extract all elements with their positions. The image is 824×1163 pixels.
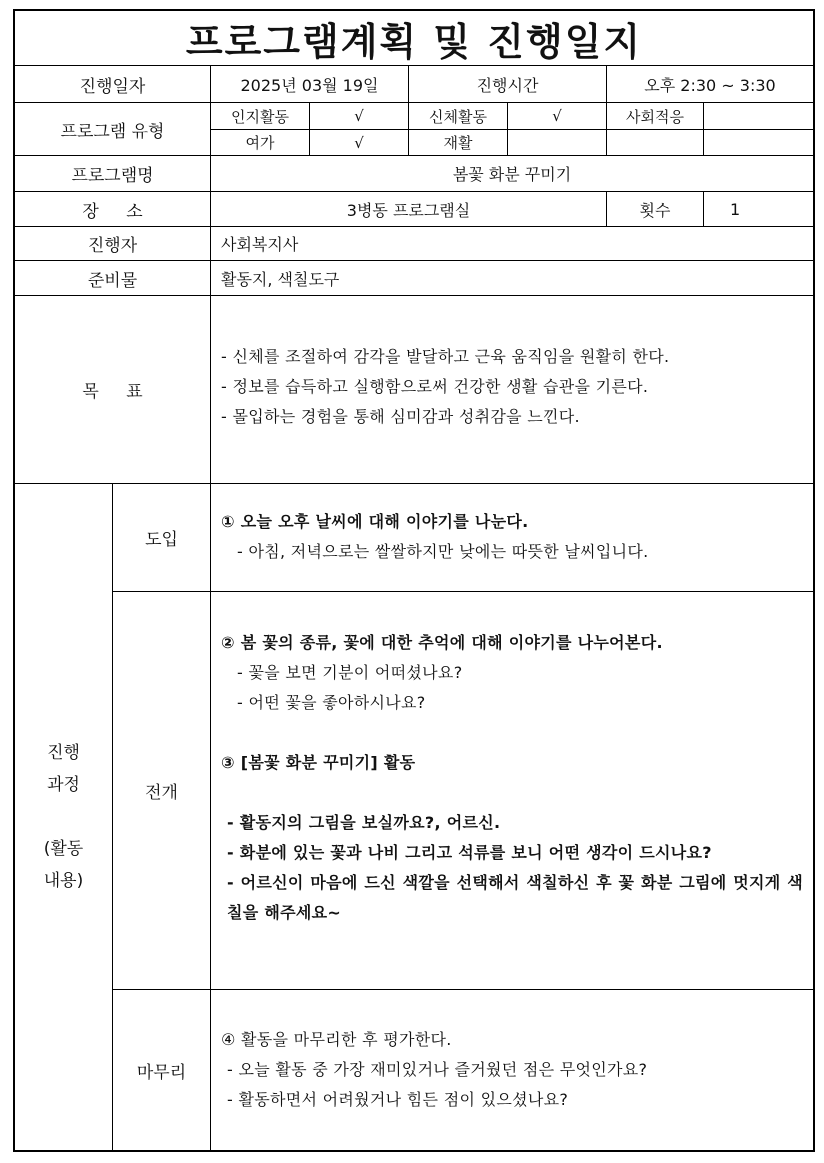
develop-activity-line: - 어르신이 마음에 드신 색깔을 선택해서 색칠하신 후 꽃 화분 그림에 멋지게 색칠을 해주세요~ — [227, 873, 803, 922]
process-label — [15, 484, 112, 1150]
develop-content — [211, 592, 813, 989]
type-rehab: 재활 — [443, 134, 473, 152]
goal-item: - 정보를 습득하고 실행함으로써 건강한 생활 습관을 기른다. — [221, 377, 649, 396]
type-cognitive-check: √ — [354, 107, 364, 125]
process-label-line: (활동 — [43, 839, 84, 859]
type-rehab-check — [508, 130, 606, 155]
type-physical-check: √ — [552, 107, 562, 125]
type-leisure-check: √ — [354, 133, 364, 152]
develop-heading-1: ② 봄 꽃의 종류, 꽃에 대한 추억에 대해 이야기를 나누어본다. — [221, 633, 663, 652]
place-label-text: 장 소 — [82, 201, 143, 222]
place-label — [15, 192, 210, 226]
process-label-line: 내용) — [43, 871, 84, 891]
closing-heading: ④ 활동을 마무리한 후 평가한다. — [221, 1030, 452, 1049]
closing-line: - 활동하면서 어려웠거나 힘든 점이 있으셨나요? — [227, 1090, 569, 1109]
intro-content — [211, 484, 813, 591]
develop-activity-line: - 활동지의 그림을 보실까요?, 어르신. — [227, 813, 501, 832]
type-social: 사회적응 — [626, 107, 684, 126]
process-label-line: 진행 — [47, 743, 80, 763]
supplies-label: 준비물 — [87, 270, 138, 291]
program-type-label: 프로그램 유형 — [60, 121, 165, 142]
intro-heading: ① 오늘 오후 날씨에 대해 이야기를 나눈다. — [221, 512, 529, 531]
type-physical: 신체활동 — [429, 107, 487, 126]
border-right — [813, 9, 815, 1152]
place-value: 3병동 프로그램실 — [346, 200, 471, 220]
date-value: 2025년 03월 19일 — [240, 75, 379, 95]
closing-content — [211, 990, 813, 1150]
goal-list — [211, 296, 813, 483]
closing-line: - 오늘 활동 중 가장 재미있거나 즐거웠던 점은 무엇인가요? — [227, 1060, 648, 1079]
goal-label-text: 목 표 — [82, 382, 143, 402]
develop-heading-2: ③ [봄꽃 화분 꾸미기] 활동 — [221, 753, 416, 772]
goal-item: - 신체를 조절하여 감각을 발달하고 근육 움직임을 원활히 한다. — [221, 347, 670, 366]
program-name-label: 프로그램명 — [71, 166, 154, 186]
intro-line: - 아침, 저녁으로는 쌀쌀하지만 낮에는 따뜻한 날씨입니다. — [237, 542, 649, 561]
goal-label — [15, 296, 210, 483]
intro-label: 도입 — [145, 530, 178, 550]
leader-value: 사회복지사 — [221, 235, 299, 254]
develop-activity-line: - 화분에 있는 꽃과 나비 그리고 석류를 보니 어떤 생각이 드시나요? — [227, 843, 712, 862]
time-value: 오후 2:30 ~ 3:30 — [644, 75, 776, 95]
process-label-line: 과정 — [47, 775, 80, 795]
count-value: 1 — [730, 199, 741, 219]
type-leisure: 여가 — [245, 134, 275, 152]
page-title: 프로그램계획 및 진행일지 — [185, 19, 643, 64]
type-social-check — [704, 103, 813, 129]
develop-line: - 어떤 꽃을 좋아하시나요? — [237, 693, 426, 712]
goal-item: - 몰입하는 경험을 통해 심미감과 성취감을 느낀다. — [221, 407, 580, 426]
type-cognitive: 인지활동 — [231, 107, 289, 126]
program-name-value: 봄꽃 화분 꾸미기 — [452, 165, 572, 184]
leader-label: 진행자 — [87, 236, 138, 256]
time-label: 진행시간 — [476, 75, 539, 95]
develop-line: - 꽃을 보면 기분이 어떠셨나요? — [237, 663, 463, 682]
count-label: 횟수 — [639, 200, 671, 220]
develop-label: 전개 — [145, 783, 178, 803]
date-label: 진행일자 — [79, 76, 146, 97]
border-bottom — [13, 1150, 815, 1152]
supplies-value: 활동지, 색칠도구 — [221, 269, 340, 289]
closing-label: 마무리 — [136, 1062, 187, 1083]
